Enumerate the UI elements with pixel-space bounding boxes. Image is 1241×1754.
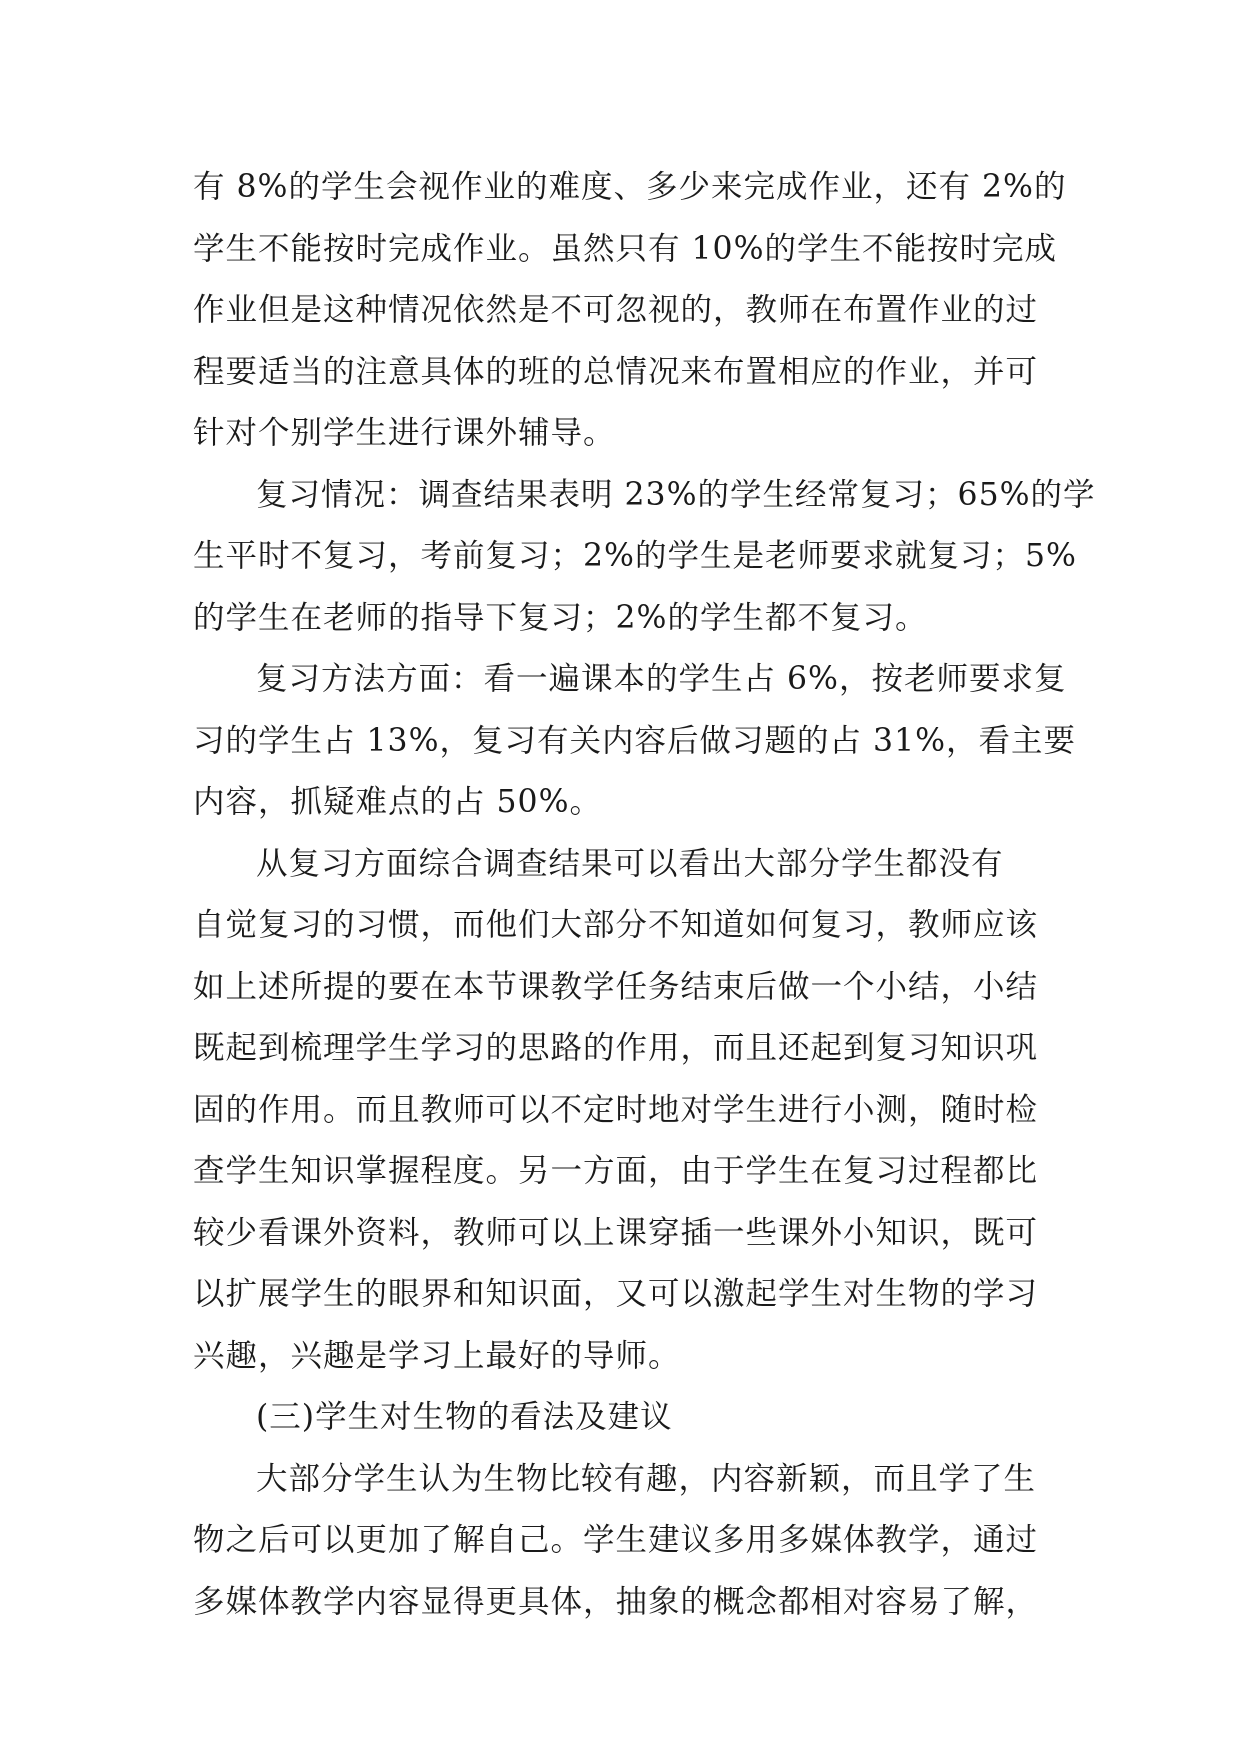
text-line: 以扩展学生的眼界和知识面，又可以激起学生对生物的学习	[193, 1276, 1039, 1312]
text-line: 内容，抓疑难点的占 50%。	[193, 784, 603, 820]
text-line: 如上述所提的要在本节课教学任务结束后做一个小结，小结	[193, 968, 1039, 1005]
text-line: 生平时不复习，考前复习；2%的学生是老师要求就复习；5%	[193, 538, 1077, 574]
text-line: 自觉复习的习惯，而他们大部分不知道如何复习，教师应该	[193, 907, 1039, 943]
text-line: 针对个别学生进行课外辅导。	[193, 415, 616, 451]
text-line: 固的作用。而且教师可以不定时地对学生进行小测，随时检	[193, 1091, 1039, 1128]
paragraph-first-line: 复习方法方面：看一遍课本的学生占 6%，按老师要求复	[256, 661, 1067, 697]
paragraph-first-line: 大部分学生认为生物比较有趣，内容新颖，而且学了生	[256, 1460, 1037, 1497]
text-line: 既起到梳理学生学习的思路的作用，而且还起到复习知识巩	[193, 1030, 1039, 1066]
text-line: 物之后可以更加了解自己。学生建议多用多媒体教学，通过	[193, 1522, 1039, 1558]
section-heading: (三)学生对生物的看法及建议	[256, 1399, 673, 1435]
text-line: 查学生知识掌握程度。另一方面，由于学生在复习过程都比	[193, 1153, 1039, 1189]
text-line: 多媒体教学内容显得更具体，抽象的概念都相对容易了解，	[193, 1583, 1039, 1620]
text-line: 兴趣，兴趣是学习上最好的导师。	[193, 1337, 681, 1374]
text-line: 程要适当的注意具体的班的总情况来布置相应的作业，并可	[193, 353, 1039, 390]
text-line: 学生不能按时完成作业。虽然只有 10%的学生不能按时完成	[193, 230, 1058, 267]
text-line: 习的学生占 13%，复习有关内容后做习题的占 31%，看主要	[193, 722, 1077, 759]
text-line: 有 8%的学生会视作业的难度、多少来完成作业，还有 2%的	[193, 169, 1067, 205]
text-line: 的学生在老师的指导下复习；2%的学生都不复习。	[193, 599, 928, 636]
paragraph-first-line: 复习情况：调查结果表明 23%的学生经常复习；65%的学	[256, 476, 1096, 513]
paragraph-first-line: 从复习方面综合调查结果可以看出大部分学生都没有	[256, 845, 1004, 882]
text-line: 较少看课外资料，教师可以上课穿插一些课外小知识，既可	[193, 1214, 1039, 1251]
body-text	[193, 157, 1096, 1633]
text-line: 作业但是这种情况依然是不可忽视的，教师在布置作业的过	[193, 292, 1039, 328]
